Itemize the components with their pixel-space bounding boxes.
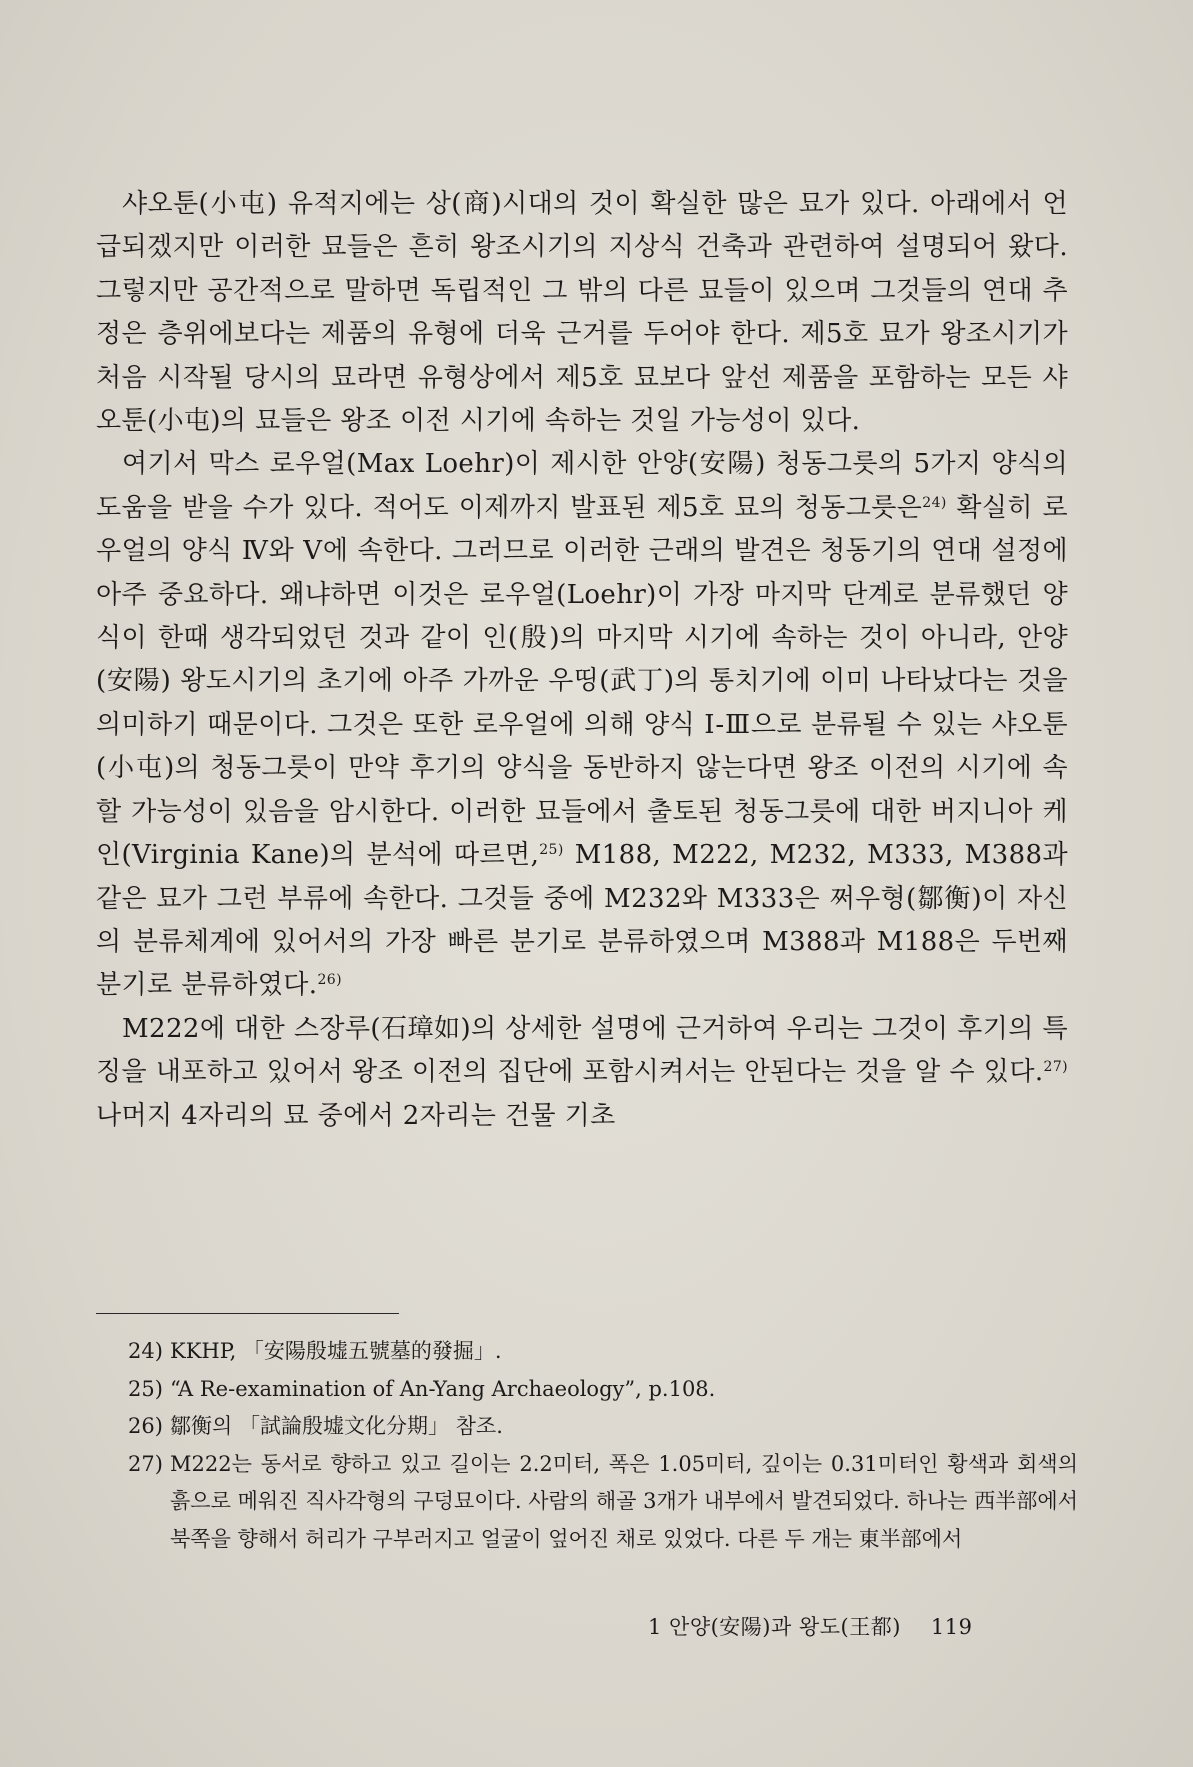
footnote-number: 24) <box>128 1339 163 1363</box>
footnote-ref-24: 24) <box>922 494 947 511</box>
footnote-text: “A Re-examination of An-Yang Archaeology”, p.108. <box>170 1376 716 1401</box>
footnote-divider <box>96 1313 399 1314</box>
paragraph-1: 샤오툰(小屯) 유적지에는 상(商)시대의 것이 확실한 많은 묘가 있다. 아래에서 언급되겠지만 이러한 묘들은 흔히 왕조시기의 지상식 건축과 관련하여 설명되어 왔다. 그렇지만 공간적으로 말하면 독립적인 그 밖의 다른 묘들이 있으며 그것들의 연대 추정은 층위에보다는 제품의 유형에 더욱 근거를 두어야 한다. 제5호 묘가 왕조시기가 처음 시작될 당시의 묘라면 유형상에서 제5호 묘보다 앞선 제품을 포함하는 모든 샤오툰(小屯)의 묘들은 왕조 이전 시기에 속하는 것일 가능성이 있다. <box>96 189 1068 437</box>
footnote-number: 26) <box>128 1414 163 1438</box>
paragraph-2: 여기서 막스 로우얼(Max Loehr)이 제시한 안양(安陽) 청동그릇의 5가지 양식의 도움을 받을 수가 있다. 적어도 이제까지 발표된 제5호 묘의 청동그릇은$^{24)}$ 확실히 로우얼의 양식 Ⅳ와 Ⅴ에 속한다. 그러므로 이러한 근래의 발견은 청동기의 연대 설정에 아주 중요하다. 왜냐하면 이것은 로우얼(Loehr)이 가장 마지막 단계로 분류했던 양식이 한때 생각되었던 것과 같이 인(殷)의 마지막 시기에 속하는 것이 아니라, 안양(安陽) 왕도시기의 초기에 아주 가까운 우띵(武丁)의 통치기에 이미 나타났다는 것을 의미하기 때문이다. 그것은 또한 로우얼에 의해 양식 Ⅰ-Ⅲ으로 분류될 수 있는 샤오툰(小屯)의 청동그릇이 만약 후기의 양식을 동반하지 않는다면 왕조 이전의 시기에 속할 가능성이 있음을 암시한다. 이러한 묘들에서 출토된 청동그릇에 대한 버지니아 케인(Virginia Kane)의 분석에 따르면,$^{25)}$ M188, M222, M232, M333, M388과 같은 묘가 그런 부류에 속한다. 그것들 중에 M232와 M333은 쩌우형(鄒衡)이 자신의 분류체계에 있어서의 가장 빠른 분기로 분류하였으며 M388과 M188은 두번째 분기로 분류하였다.$^{26)}$ <box>96 449 1068 1001</box>
footnote-text: M222는 동서로 향하고 있고 길이는 2.2미터, 폭은 1.05미터, 깊이는 0.31미터인 황색과 회색의 흙으로 메워진 직사각형의 구덩묘이다. 사람의 해골 3개가 내부에서 발견되었다. 하나는 西半部에서 북쪽을 향해서 허리가 구부러지고 얼굴이 엎어진 채로 있었다. 다른 두 개는 東半部에서 <box>170 1451 1078 1551</box>
running-head: 1 안양(安陽)과 왕도(王都) <box>648 1615 901 1639</box>
footnote-27 <box>128 1446 1078 1559</box>
footnote-ref-25: 25) <box>539 842 564 859</box>
body-text <box>96 183 1068 1138</box>
footnote-ref-27: 27) <box>1043 1059 1068 1076</box>
page-number: 119 <box>930 1615 973 1639</box>
footnote-24 <box>128 1333 1078 1371</box>
footnote-number: 27) <box>128 1451 163 1476</box>
footnote-number: 25) <box>128 1376 163 1401</box>
footnote-26 <box>128 1408 1078 1446</box>
paragraph-3: M222에 대한 스장루(石璋如)의 상세한 설명에 근거하여 우리는 그것이 후기의 특징을 내포하고 있어서 왕조 이전의 집단에 포함시켜서는 안된다는 것을 알 수 있다.$^{27)}$ 나머지 4자리의 묘 중에서 2자리는 건물 기초 <box>96 1013 1068 1131</box>
footnote-25 <box>128 1371 1078 1409</box>
footnote-text: KKHP, 「安陽殷墟五號墓的發掘」. <box>170 1339 502 1363</box>
page-footer <box>648 1611 1068 1641</box>
footnote-text: 鄒衡의 「試論殷墟文化分期」 참조. <box>170 1414 503 1438</box>
footnote-ref-26: 26) <box>317 972 342 989</box>
footnotes <box>128 1333 1078 1558</box>
